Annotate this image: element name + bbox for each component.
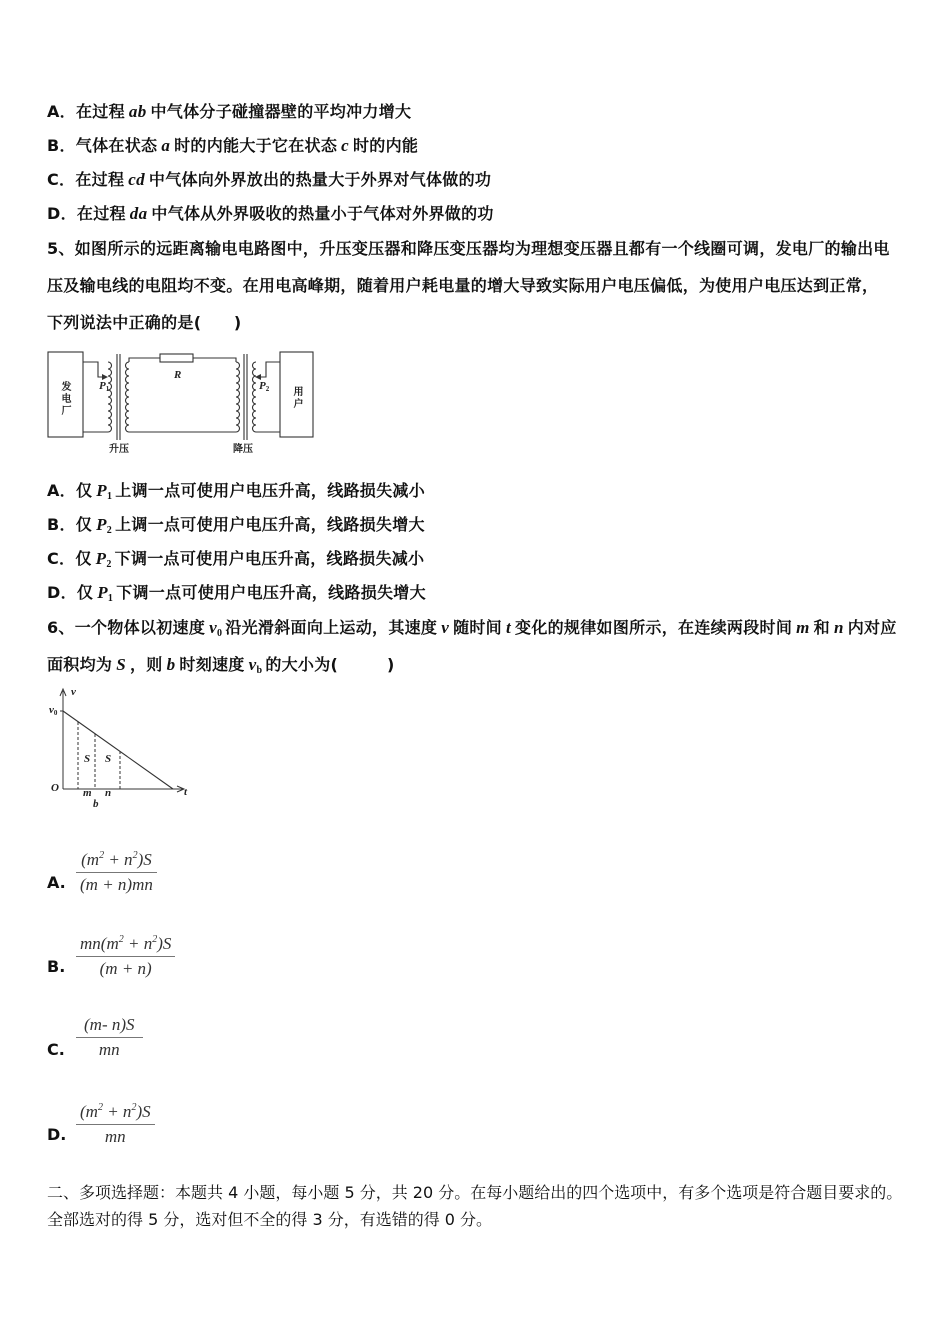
exponent: 2	[97, 1102, 103, 1113]
p1-var: P	[99, 380, 106, 392]
option-text: 中气体从外界吸收的热量小于气体对外界做的功	[151, 204, 494, 223]
option-text: 在过程	[76, 204, 126, 223]
numerator	[76, 932, 175, 956]
option-text: 时的内能大于它在状态	[174, 136, 338, 155]
math-subscript: 1	[107, 593, 114, 604]
q4-option-b	[47, 135, 418, 157]
stem-text: ，则	[129, 655, 163, 674]
stem-text: 和	[813, 618, 830, 637]
num-part: mn(m	[80, 934, 119, 953]
stem-text: 6、一个物体以初速度	[47, 618, 206, 637]
option-text: 上调一点可使用户电压升高，线路损失减小	[115, 481, 425, 500]
math-variable: P	[96, 481, 107, 500]
math-variable: m	[796, 618, 810, 637]
math-subscript: 2	[106, 525, 113, 536]
option-label: B．	[47, 515, 76, 534]
q5-stem-line-2: 压及输电线的电阻均不变。在用电高峰期，随着用户耗电量的增大导致实际用户电压偏低，为使用户电压达到正常，	[47, 276, 879, 295]
interval-label-m: m	[83, 787, 92, 799]
transmission-circuit-figure	[46, 348, 316, 458]
q5-stem-line-1: 5、如图所示的远距离输电电路图中，升压变压器和降压变压器均为理想变压器且都有一个线圈可调，发电厂的输出电	[47, 239, 890, 258]
denominator: (m + n)mn	[80, 875, 153, 894]
math-variable: da	[129, 204, 148, 223]
stem-text: 变化的规律如图所示，在连续两段时间	[515, 618, 793, 637]
v0-sub: 0	[53, 709, 58, 717]
option-text: 时的内能	[353, 136, 419, 155]
option-label: C．	[47, 170, 76, 189]
math-variable: v	[209, 618, 217, 637]
option-label: D．	[47, 583, 77, 602]
q5-option-b	[47, 514, 425, 536]
option-text: 在过程	[75, 102, 125, 121]
q6-option-c-label: C.	[47, 1040, 65, 1059]
step-down-label: 降压	[233, 444, 253, 455]
numerator: (m- n)S	[84, 1015, 135, 1034]
math-variable: b	[166, 655, 176, 674]
vt-graph-svg	[46, 686, 192, 812]
denominator: mn	[104, 1127, 126, 1146]
stem-text: 随时间	[453, 618, 502, 637]
exponent: 2	[99, 850, 105, 861]
resistor	[160, 354, 193, 362]
num-part: )S	[157, 934, 172, 953]
math-subscript: b	[256, 665, 263, 676]
v0-label	[49, 705, 57, 716]
stem-text: 时刻速度	[179, 655, 245, 674]
origin-label: O	[51, 782, 59, 794]
q6-option-d-label: D.	[47, 1125, 67, 1144]
math-variable: v	[441, 618, 450, 637]
math-variable: S	[116, 655, 126, 674]
numerator	[77, 848, 156, 872]
math-variable: a	[161, 136, 171, 155]
resistor-label: R	[174, 369, 182, 381]
exponent: 2	[152, 934, 158, 945]
section-2-instructions-line-2: 全部选对的得 5 分，选对但不全的得 3 分，有选错的得 0 分。	[47, 1210, 493, 1229]
q6-option-a-fraction	[76, 848, 157, 897]
circuit-diagram	[46, 348, 316, 458]
p2-var: P	[259, 380, 266, 392]
exponent: 2	[131, 1102, 137, 1113]
option-label: D．	[47, 204, 77, 223]
option-text: 下调一点可使用户电压升高，线路损失增大	[116, 583, 426, 602]
option-label: C．	[47, 549, 76, 568]
q6-stem-line-2	[47, 654, 395, 676]
num-part: (m	[81, 850, 100, 869]
area-label-2: S	[105, 753, 112, 765]
exponent: 2	[132, 850, 138, 861]
num-part: + n	[104, 850, 133, 869]
step-down-secondary-coil	[253, 362, 256, 432]
q6-option-a-label: A.	[47, 873, 66, 892]
math-variable: cd	[128, 170, 145, 189]
p2-sub: 2	[265, 385, 270, 393]
denominator: mn	[98, 1040, 120, 1059]
math-variable: ab	[128, 102, 147, 121]
math-subscript: 0	[217, 628, 223, 639]
stem-text: 内对应	[847, 618, 897, 637]
generator-label: 发电厂	[59, 381, 70, 417]
q5-option-c	[47, 548, 424, 570]
generator-top-wire	[83, 362, 104, 377]
math-subscript: 2	[106, 559, 112, 570]
time-mark-b: b	[93, 798, 99, 810]
p1-sub: 1	[105, 385, 110, 393]
velocity-time-graph	[46, 686, 192, 812]
option-label: B．	[47, 136, 76, 155]
step-down-primary-coil	[236, 362, 240, 432]
denominator: (m + n)	[99, 959, 152, 978]
num-part: (m	[80, 1102, 98, 1121]
stem-text: 沿光滑斜面向上运动，其速度	[225, 618, 438, 637]
option-label: A．	[47, 481, 76, 500]
num-part: )S	[137, 850, 152, 869]
math-variable: c	[341, 136, 349, 155]
math-variable: n	[833, 618, 844, 637]
num-part: + n	[102, 1102, 132, 1121]
p2-label	[259, 381, 269, 392]
option-text: 中气体分子碰撞器壁的平均冲力增大	[150, 102, 412, 121]
section-2-instructions-line-1: 二、多项选择题：本题共 4 小题，每小题 5 分，共 20 分。在每小题给出的四个选项中，有多个选项是符合题目要求的。	[47, 1183, 903, 1202]
q6-option-d-fraction	[76, 1100, 155, 1149]
user-label: 用户	[291, 386, 302, 410]
step-up-primary-coil	[105, 362, 112, 432]
transmission-top-wire	[129, 358, 236, 362]
num-part: )S	[136, 1102, 151, 1121]
p1-label	[99, 381, 109, 392]
math-variable: P	[95, 549, 107, 568]
math-variable: P	[97, 583, 108, 602]
stem-text: 面积均为	[47, 655, 113, 674]
q6-option-b-label: B.	[47, 957, 66, 976]
step-up-secondary-coil	[126, 362, 130, 432]
option-text: 气体在状态	[75, 136, 158, 155]
step-up-label: 升压	[109, 444, 129, 455]
area-label-1: S	[84, 753, 91, 765]
exponent: 2	[118, 934, 124, 945]
q6-option-b-fraction	[76, 932, 175, 981]
option-text: 仅	[75, 515, 93, 534]
option-text: 仅	[75, 481, 93, 500]
q5-option-a	[47, 480, 425, 502]
math-variable: P	[96, 515, 107, 534]
x-axis-label: t	[184, 786, 188, 798]
q5-option-d	[47, 582, 426, 604]
option-text: 仅	[76, 583, 94, 602]
num-part: + n	[123, 934, 153, 953]
user-top-wire	[260, 362, 280, 377]
q4-option-c	[47, 169, 491, 191]
option-text: 下调一点可使用户电压升高，线路损失减小	[114, 549, 425, 568]
q4-option-d	[47, 203, 494, 225]
stem-text: 的大小为( )	[265, 655, 395, 674]
velocity-line	[63, 711, 173, 789]
q4-option-a	[47, 101, 411, 123]
q5-stem-line-3: 下列说法中正确的是( )	[47, 313, 242, 332]
option-text: 中气体向外界放出的热量大于外界对气体做的功	[148, 170, 492, 189]
q6-stem-line-1	[47, 617, 897, 639]
numerator	[76, 1100, 155, 1124]
y-axis-label: v	[71, 686, 76, 698]
option-label: A．	[47, 102, 76, 121]
math-variable: v	[248, 655, 257, 674]
q6-option-c-fraction	[76, 1013, 143, 1062]
option-text: 仅	[75, 549, 92, 568]
option-text: 在过程	[75, 170, 125, 189]
math-variable: t	[505, 618, 512, 637]
option-text: 上调一点可使用户电压升高，线路损失增大	[115, 515, 425, 534]
math-subscript: 1	[106, 491, 113, 502]
interval-label-n: n	[105, 787, 112, 799]
v0-var: v	[49, 704, 54, 716]
